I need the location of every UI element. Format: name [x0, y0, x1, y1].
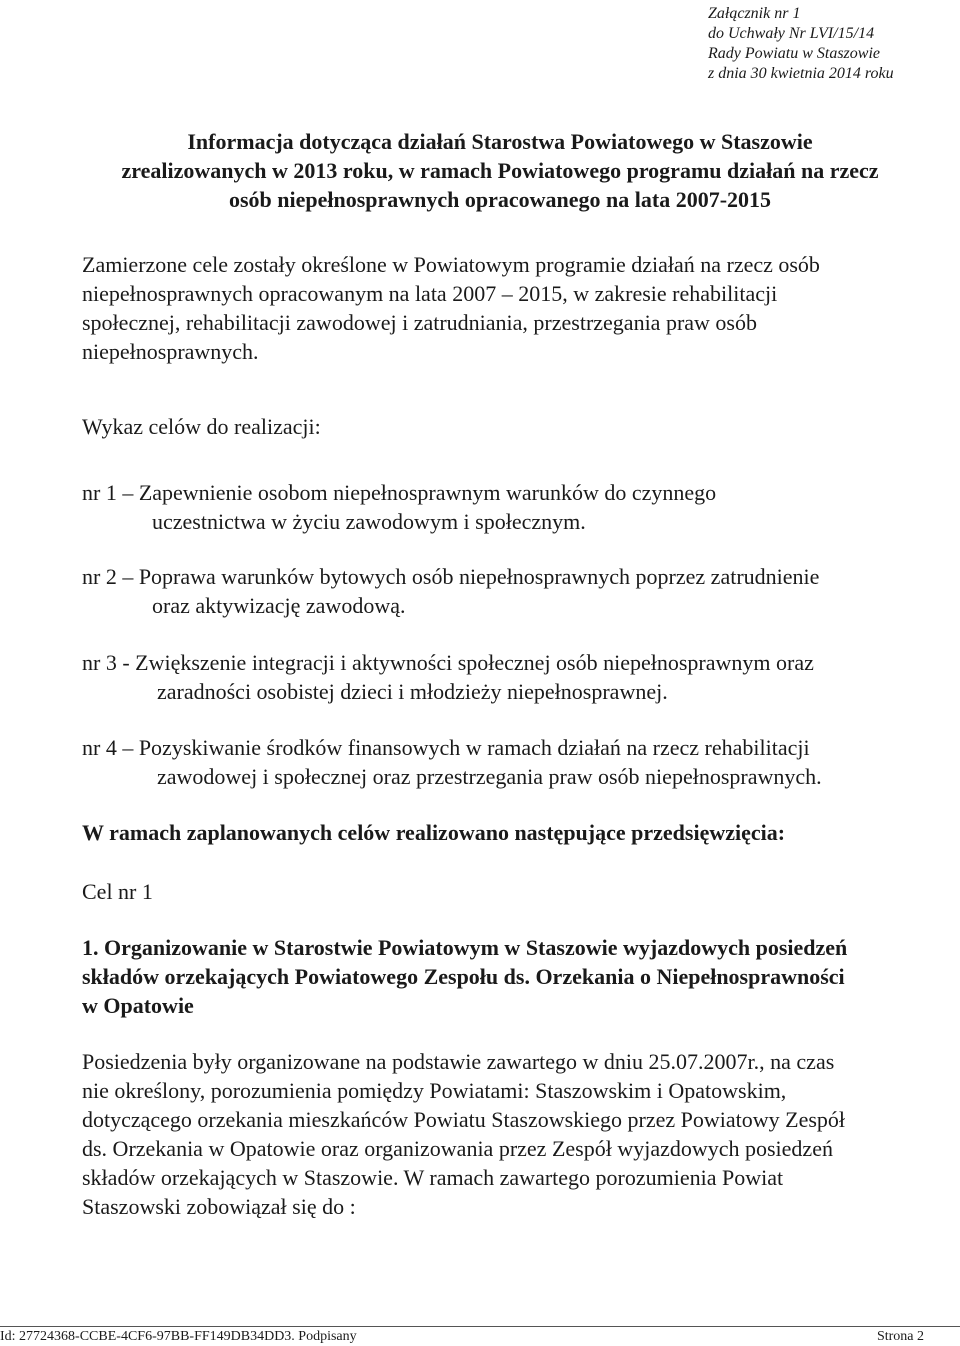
body-line: dotyczącego orzekania mieszkańców Powiatu Staszowskiego przez Powiatowy Zespół: [82, 1107, 846, 1132]
goal-line: nr 3 - Zwiększenie integracji i aktywności społecznej osób niepełnosprawnym oraz: [82, 650, 814, 675]
document-title: [60, 127, 940, 214]
annex-line: Załącznik nr 1: [708, 5, 801, 22]
goal-line: uczestnictwa w życiu zawodowym i społecznym.: [152, 509, 586, 534]
cel-heading: Cel nr 1: [82, 879, 153, 904]
intro-line: niepełnosprawnych.: [82, 339, 259, 364]
goal-line: zaradności osobistej dzieci i młodzieży niepełnosprawnej.: [157, 679, 668, 704]
item-line: w Opatowie: [82, 993, 194, 1018]
item-line: składów orzekających Powiatowego Zespołu ds. Orzekania o Niepełnosprawności: [82, 964, 845, 989]
body-line: Staszowski zobowiązał się do :: [82, 1194, 356, 1219]
annex-header: [708, 4, 894, 84]
body-line: składów orzekających w Staszowie. W ramach zawartego porozumienia Powiat: [82, 1165, 784, 1190]
title-line: Informacja dotycząca działań Starostwa Powiatowego w Staszowie: [187, 129, 813, 154]
goal-line: zawodowej i społecznej oraz przestrzegania praw osób niepełnosprawnych.: [157, 764, 822, 789]
goal-line: nr 2 – Poprawa warunków bytowych osób niepełnosprawnych poprzez zatrudnienie: [82, 564, 820, 589]
intro-line: niepełnosprawnych opracowanym na lata 2007 – 2015, w zakresie rehabilitacji: [82, 281, 778, 306]
annex-line: Rady Powiatu w Staszowie: [708, 45, 880, 62]
intro-paragraph: [82, 250, 820, 366]
title-line: osób niepełnosprawnych opracowanego na lata 2007-2015: [228, 187, 772, 212]
goal-item-1: [82, 478, 716, 536]
page-footer: [0, 1326, 960, 1344]
document-id: Id: 27724368-CCBE-4CF6-97BB-FF149DB34DD3. Podpisany: [0, 1329, 357, 1344]
goal-item-4: [82, 733, 822, 791]
body-line: Posiedzenia były organizowane na podstawie zawartego w dniu 25.07.2007r., na czas: [82, 1049, 835, 1074]
item-1-heading: [82, 933, 847, 1020]
item-line: 1. Organizowanie w Starostwie Powiatowym w Staszowie wyjazdowych posiedzeń: [82, 935, 848, 960]
body-line: ds. Orzekania w Opatowie oraz organizowania przez Zespół wyjazdowych posiedzeń: [82, 1136, 833, 1161]
planned-heading: W ramach zaplanowanych celów realizowano następujące przedsięwzięcia:: [82, 820, 786, 845]
intro-line: Zamierzone cele zostały określone w Powiatowym programie działań na rzecz osób: [82, 252, 820, 277]
annex-line: z dnia 30 kwietnia 2014 roku: [708, 65, 894, 82]
goal-line: nr 4 – Pozyskiwanie środków finansowych w ramach działań na rzecz rehabilitacji: [82, 735, 810, 760]
body-paragraph: [82, 1047, 845, 1221]
body-line: nie określony, porozumienia pomiędzy Powiatami: Staszowskim i Opatowskim,: [82, 1078, 787, 1103]
goal-item-2: [82, 562, 819, 620]
page-number: Strona 2: [876, 1329, 924, 1344]
goal-line: oraz aktywizację zawodową.: [152, 593, 406, 618]
title-line: zrealizowanych w 2013 roku, w ramach Powiatowego programu działań na rzecz: [121, 158, 879, 183]
goals-heading: Wykaz celów do realizacji:: [82, 414, 321, 439]
goal-item-3: [82, 648, 814, 706]
goal-line: nr 1 – Zapewnienie osobom niepełnosprawnym warunków do czynnego: [82, 480, 717, 505]
annex-line: do Uchwały Nr LVI/15/14: [708, 25, 875, 42]
intro-line: społecznej, rehabilitacji zawodowej i zatrudniania, przestrzegania praw osób: [82, 310, 757, 335]
